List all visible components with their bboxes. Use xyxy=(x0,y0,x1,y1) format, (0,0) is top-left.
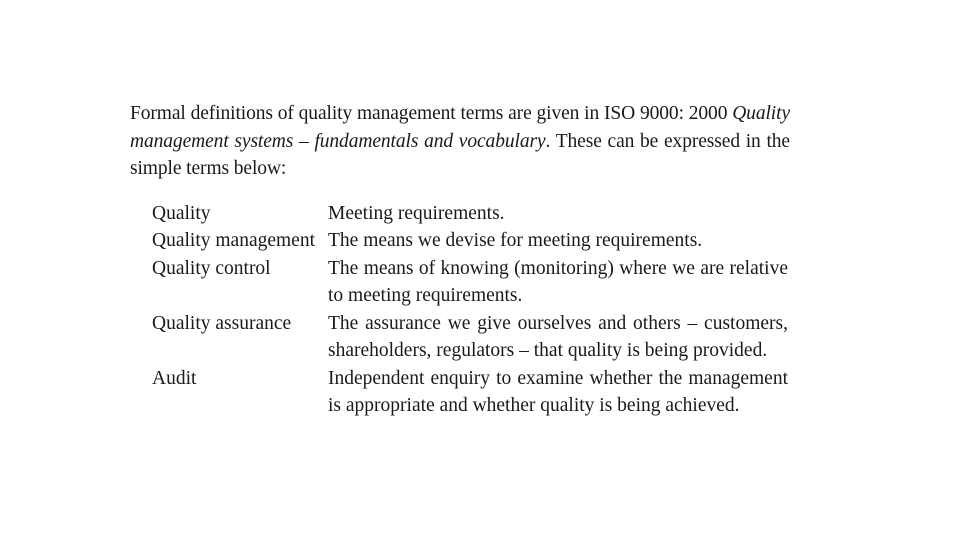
definition-text: Meeting requirements. xyxy=(328,202,505,224)
definition-term: Quality assurance xyxy=(152,312,292,334)
definition-row xyxy=(152,227,788,255)
definition-text: The means of knowing (monitoring) where we are relative to meeting requirements. xyxy=(328,257,788,306)
definition-term: Audit xyxy=(152,367,197,389)
intro-text-end: . These can be expressed in the simple terms below: xyxy=(130,130,790,179)
intro-paragraph xyxy=(130,100,790,183)
definition-text: The means we devise for meeting requirements. xyxy=(328,230,703,251)
definitions-list xyxy=(152,200,788,420)
standard-title: Quality management systems – fundamentals and vocabulary xyxy=(130,103,790,152)
intro-text: Formal definitions of quality management terms are given in ISO 9000: 2000 xyxy=(130,103,733,124)
document-content xyxy=(130,100,790,420)
definition-row xyxy=(152,310,788,365)
definition-row xyxy=(152,365,788,420)
definition-term: Quality xyxy=(152,202,211,224)
definition-text: The assurance we give ourselves and others – customers, shareholders, regulators – that quality is being provided. xyxy=(328,312,788,361)
definition-text: Independent enquiry to examine whether the management is appropriate and whether quality is being achieved. xyxy=(328,367,788,416)
definition-term: Quality management xyxy=(152,230,315,251)
definition-row xyxy=(152,255,788,310)
definition-term: Quality control xyxy=(152,257,271,279)
definition-row xyxy=(152,200,788,228)
